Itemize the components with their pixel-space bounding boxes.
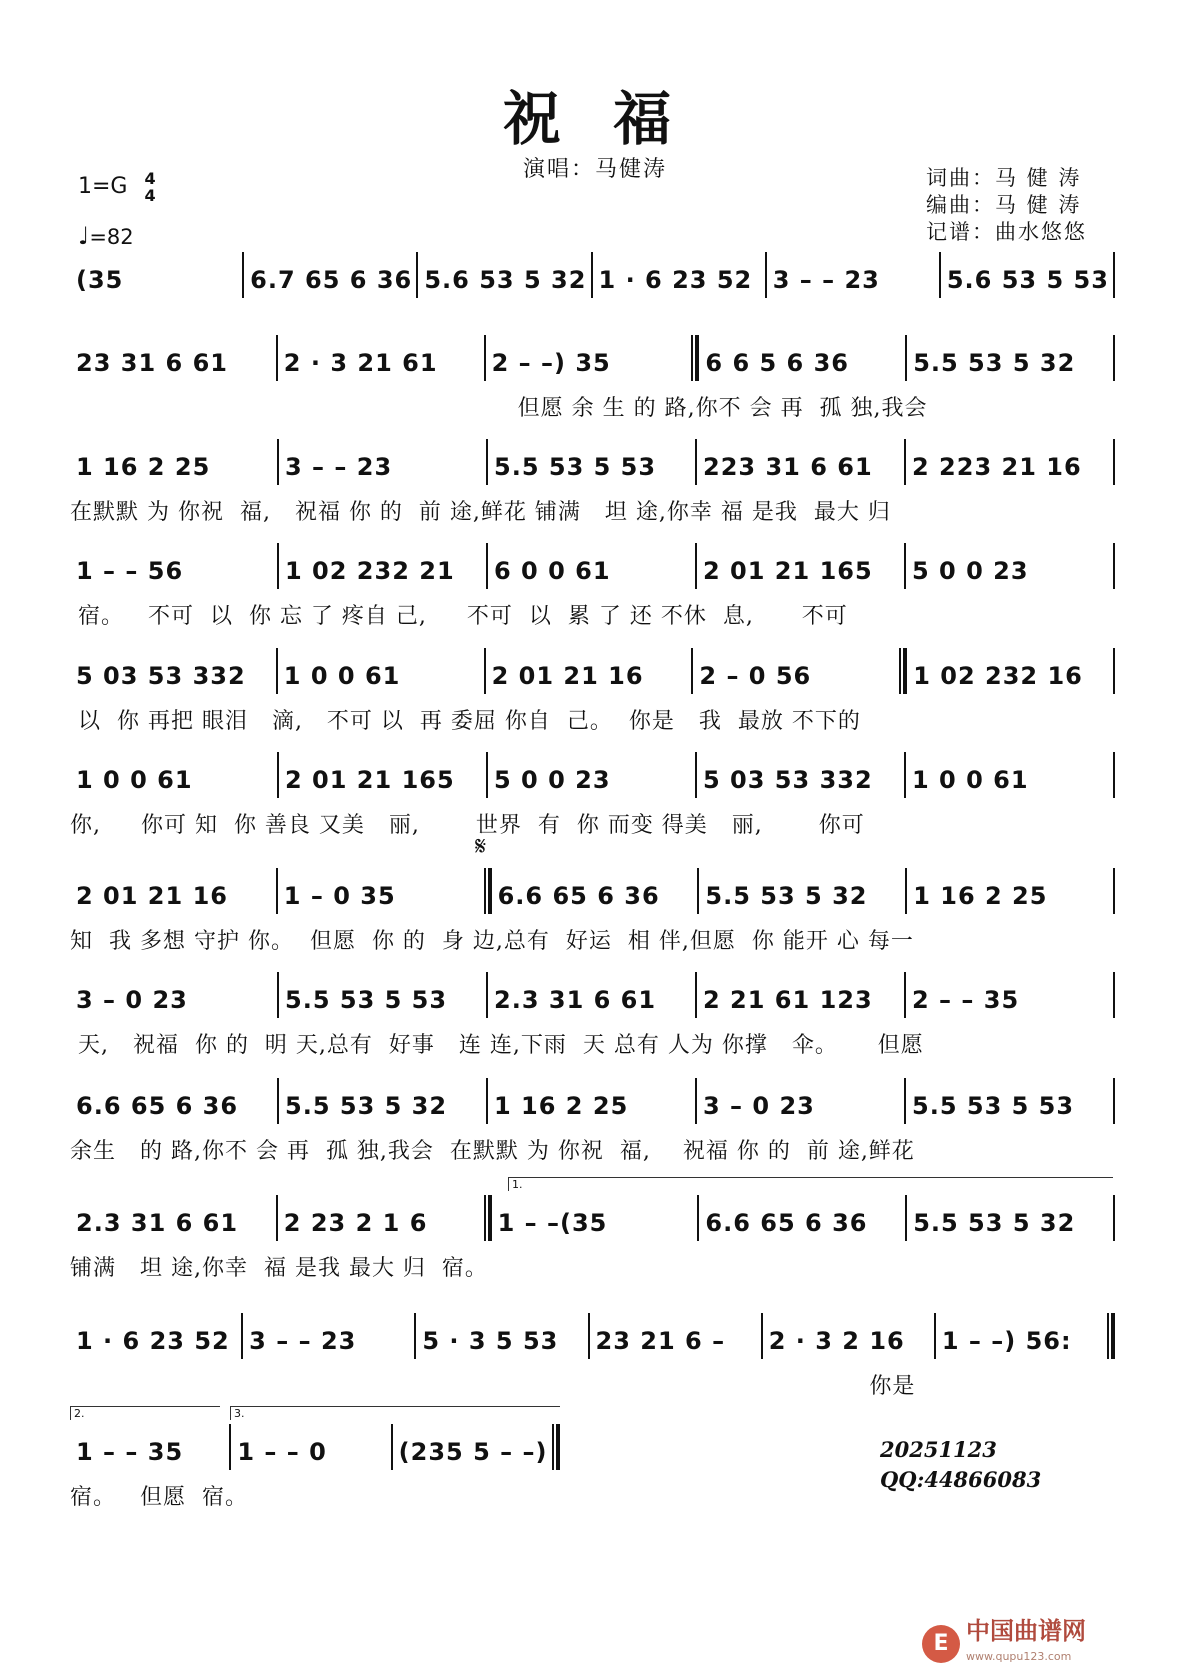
measure: 5.6 53 5 53 [946, 266, 1109, 294]
measure: 6.6 65 6 36 [76, 1092, 239, 1120]
music-line [70, 970, 1115, 1014]
date-text: 20251123 [880, 1437, 997, 1462]
music-line [70, 646, 1115, 690]
lyrics-line: 以 你 再把 眼泪 滴, 不可 以 再 委屈 你自 己。 你是 我 最放 不下的 [70, 709, 861, 734]
music-line [70, 250, 1115, 294]
lyrics-line: 但愿 余 生 的 路,你不 会 再 孤 独,我会 [70, 396, 928, 421]
tempo-value: =82 [89, 225, 134, 249]
credits [926, 165, 1087, 246]
watermark-url: www.qupu123.com [966, 1650, 1072, 1663]
watermark-site-name: 中国曲谱网 [966, 1617, 1086, 1645]
measure: (235 5 – –) [398, 1438, 548, 1466]
measure: 6.6 65 6 36 [497, 882, 660, 910]
music-line [70, 1422, 560, 1466]
barline [1113, 543, 1115, 589]
measure: 5.5 53 5 53 [494, 453, 657, 481]
measure: 5.5 53 5 32 [285, 1092, 448, 1120]
measure: 2 – – 35 [912, 986, 1020, 1014]
barline [1113, 868, 1115, 914]
measure: 1 – – 56 [76, 557, 184, 585]
music-line [70, 1193, 1115, 1237]
measure: 2 21 61 123 [703, 986, 873, 1014]
double-barline [484, 1195, 492, 1241]
barline [1113, 1078, 1115, 1124]
barline [1113, 1195, 1115, 1241]
measure: 2 – –) 35 [491, 349, 611, 377]
double-barline [899, 648, 907, 694]
measure: 1 – – 0 [237, 1438, 327, 1466]
measure: 6 6 5 6 36 [705, 349, 850, 377]
double-barline [484, 868, 492, 914]
music-line [70, 866, 1115, 910]
music-line [70, 437, 1115, 481]
watermark [922, 1618, 1086, 1670]
measure: 223 31 6 61 [703, 453, 873, 481]
music-line [70, 1311, 1115, 1355]
lyrics-line: 宿。 但愿 宿。 [70, 1485, 248, 1510]
lyrics-line: 你是 [70, 1374, 916, 1399]
measure: 1 – 0 35 [283, 882, 396, 910]
measure: 2 – 0 56 [699, 662, 812, 690]
measure: 5 · 3 5 53 [422, 1327, 559, 1355]
measure: 3 – 0 23 [76, 986, 188, 1014]
watermark-logo: E [922, 1625, 960, 1663]
music-line [70, 1076, 1115, 1120]
measure: 1 16 2 25 [494, 1092, 629, 1120]
measure: 1 02 232 21 [285, 557, 455, 585]
measure: 5 03 53 332 [703, 766, 873, 794]
qq-text: QQ:44866083 [880, 1467, 1042, 1492]
lyrics-line: 你, 你可 知 你 善良 又美 丽, 世界 有 你 而变 得美 丽, 你可 [70, 813, 865, 838]
measure: 1 16 2 25 [913, 882, 1048, 910]
time-num: 4 [144, 169, 156, 188]
singer-credit: 演唱：马健涛 [522, 157, 667, 182]
time-signature [144, 170, 155, 204]
measure: 2.3 31 6 61 [494, 986, 657, 1014]
double-barline [691, 335, 699, 381]
volta-bracket: 3. [230, 1406, 560, 1420]
measure: 2 01 21 16 [76, 882, 228, 910]
barline [1113, 439, 1115, 485]
time-den: 4 [144, 186, 156, 205]
measure: 5 0 0 23 [912, 557, 1029, 585]
measure: 5.5 53 5 32 [705, 882, 868, 910]
measure: 3 – – 23 [285, 453, 393, 481]
volta-bracket: 2. [70, 1406, 220, 1420]
measure: 2 01 21 16 [491, 662, 644, 690]
barline [1113, 252, 1115, 298]
measure: 5.5 53 5 53 [912, 1092, 1075, 1120]
measure: 1 – –(35 [497, 1209, 608, 1237]
lyrics-line: 宿。 不可 以 你 忘 了 疼自 己, 不可 以 累 了 还 不休 息, 不可 [70, 604, 848, 629]
measure: 6.6 65 6 36 [705, 1209, 868, 1237]
key-signature [78, 170, 156, 204]
music-line [70, 750, 1115, 794]
barline [1113, 972, 1115, 1018]
measure: 5.5 53 5 32 [913, 349, 1076, 377]
tempo-mark [78, 222, 134, 250]
measure: 2 · 3 21 61 [283, 349, 438, 377]
segno-icon: 𝄋 [475, 832, 487, 862]
measure: 1 · 6 23 52 [76, 1327, 230, 1355]
measure: 3 – – 23 [772, 266, 880, 294]
measure: 3 – 0 23 [703, 1092, 815, 1120]
measure: 6.7 65 6 36 [250, 266, 413, 294]
measure: 23 21 6 – [595, 1327, 726, 1355]
measure: 2 23 2 1 6 [283, 1209, 428, 1237]
watermark-site [966, 1618, 1086, 1670]
barline [1113, 335, 1115, 381]
measure: 1 02 232 16 [913, 662, 1083, 690]
measure: 5 0 0 23 [494, 766, 611, 794]
lyrics-line: 铺满 坦 途,你幸 福 是我 最大 归 宿。 [70, 1256, 488, 1281]
measure: 6 0 0 61 [494, 557, 611, 585]
measure: 23 31 6 61 [76, 349, 228, 377]
date-stamp [880, 1435, 1041, 1495]
lyrics-line: 在默默 为 你祝 福, 祝福 你 的 前 途,鲜花 铺满 坦 途,你幸 福 是我 最大 归 [70, 500, 891, 525]
credit-notation: 记谱：曲水悠悠 [926, 220, 1087, 244]
measure: 2 01 21 165 [703, 557, 873, 585]
quarter-note-icon: ♩ [78, 222, 90, 250]
double-barline [552, 1424, 560, 1470]
song-title: 祝 福 [502, 85, 688, 153]
measure: 2.3 31 6 61 [76, 1209, 239, 1237]
measure: 3 – – 23 [249, 1327, 357, 1355]
measure: 5.5 53 5 53 [285, 986, 448, 1014]
measure: 1 0 0 61 [283, 662, 401, 690]
measure: 5 03 53 332 [76, 662, 246, 690]
music-line [70, 333, 1115, 377]
lyrics-line: 天, 祝福 你 的 明 天,总有 好事 连 连,下雨 天 总有 人为 你撑 伞。 但愿 [70, 1033, 924, 1058]
measure: 5.6 53 5 32 [424, 266, 587, 294]
measure: 5.5 53 5 32 [913, 1209, 1076, 1237]
measure: 1 · 6 23 52 [598, 266, 753, 294]
measure: 1 – –) 56: [941, 1327, 1072, 1355]
measure: 1 0 0 61 [76, 766, 193, 794]
measure: 1 – – 35 [76, 1438, 184, 1466]
lyrics-line: 知 我 多想 守护 你。 但愿 你 的 身 边,总有 好运 相 伴,但愿 你 能开 心 每一 [70, 929, 914, 954]
barline [1113, 752, 1115, 798]
barline [1113, 648, 1115, 694]
lyrics-line: 余生 的 路,你不 会 再 孤 独,我会 在默默 为 你祝 福, 祝福 你 的 前 途,鲜花 [70, 1139, 915, 1164]
credit-arrangement: 编曲：马 健 涛 [926, 193, 1082, 217]
measure: 2 · 3 2 16 [768, 1327, 905, 1355]
double-barline [1107, 1313, 1115, 1359]
key-label: 1=G [78, 174, 128, 199]
volta-bracket: 1. [508, 1177, 1113, 1191]
measure: 1 0 0 61 [912, 766, 1029, 794]
measure: 2 01 21 165 [285, 766, 455, 794]
measure: 2 223 21 16 [912, 453, 1082, 481]
measure: 1 16 2 25 [76, 453, 211, 481]
measure: (35 [76, 266, 124, 294]
music-line [70, 541, 1115, 585]
credit-lyrics-music: 词曲：马 健 涛 [926, 166, 1082, 190]
